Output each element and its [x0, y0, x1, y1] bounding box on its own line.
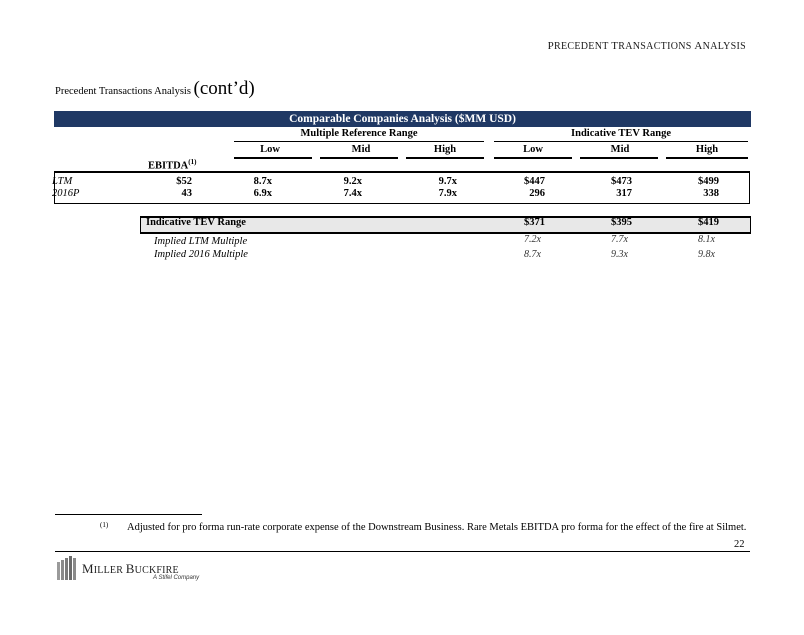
- cell-value: 9.2x: [343, 176, 362, 187]
- cell-value: 7.4x: [343, 188, 362, 199]
- tev-summary-value: $395: [611, 217, 632, 228]
- implied-value: 9.3x: [611, 249, 628, 260]
- footnote-mark: (1): [100, 521, 109, 529]
- page-number: 22: [734, 539, 745, 550]
- column-underline: [234, 157, 312, 159]
- implied-label: Implied 2016 Multiple: [154, 249, 248, 260]
- tev-summary-value: $371: [524, 217, 545, 228]
- cell-value: 296: [529, 188, 545, 199]
- building-icon: [57, 556, 79, 585]
- column-header: High: [433, 144, 457, 155]
- cell-value: 317: [616, 188, 632, 199]
- implied-value: 9.8x: [698, 249, 715, 260]
- cell-value: 338: [703, 188, 719, 199]
- implied-value: 8.1x: [698, 234, 715, 245]
- cell-value: 7.9x: [438, 188, 457, 199]
- row-label: 2016P: [52, 188, 80, 199]
- cell-value: 6.9x: [253, 188, 272, 199]
- logo-tagline: A Stifel Company: [153, 575, 200, 581]
- footnote-text: Adjusted for pro forma run-rate corporate expense of the Downstream Business. Rare Metals EBITDA pro forma for the effect of the fire at Silmet.: [127, 522, 747, 533]
- column-header: High: [695, 144, 719, 155]
- column-underline: [320, 157, 398, 159]
- ebitda-value: 43: [181, 188, 192, 199]
- company-logo: MILLER BUCKFIRE: [82, 561, 179, 576]
- implied-value: 8.7x: [524, 249, 541, 260]
- column-underline: [494, 157, 572, 159]
- column-header: Mid: [351, 144, 371, 155]
- group-underline: [234, 141, 484, 142]
- group-header-tev: Indicative TEV Range: [571, 128, 671, 139]
- footer-divider: [55, 551, 750, 552]
- column-underline: [406, 157, 484, 159]
- column-underline: [666, 157, 748, 159]
- tev-summary-value: $419: [698, 217, 719, 228]
- page-subtitle: Precedent Transactions Analysis (cont’d): [55, 78, 255, 99]
- row-label: LTM: [52, 176, 73, 187]
- cell-value: 8.7x: [253, 176, 272, 187]
- ebitda-value: $52: [176, 176, 192, 187]
- column-header: Mid: [610, 144, 630, 155]
- footnote-divider: [55, 514, 202, 515]
- column-header: Low: [260, 144, 280, 155]
- cell-value: 9.7x: [438, 176, 457, 187]
- table-row: [0, 176, 804, 188]
- table-banner: Comparable Companies Analysis ($MM USD): [54, 111, 751, 127]
- cell-value: $473: [611, 176, 632, 187]
- group-underline: [494, 141, 748, 142]
- column-underline: [580, 157, 658, 159]
- table-row: [0, 188, 804, 200]
- implied-label: Implied LTM Multiple: [154, 236, 248, 247]
- ebitda-header: EBITDA$^{(1)}$: [148, 158, 197, 172]
- column-header: Low: [523, 144, 543, 155]
- section-title: PRECEDENT TRANSACTIONS ANALYSIS: [547, 40, 746, 52]
- implied-value: 7.7x: [611, 234, 628, 245]
- cell-value: $499: [698, 176, 719, 187]
- tev-summary-label: Indicative TEV Range: [146, 217, 246, 228]
- implied-value: 7.2x: [524, 234, 541, 245]
- group-header-multiple: Multiple Reference Range: [300, 128, 418, 139]
- cell-value: $447: [524, 176, 545, 187]
